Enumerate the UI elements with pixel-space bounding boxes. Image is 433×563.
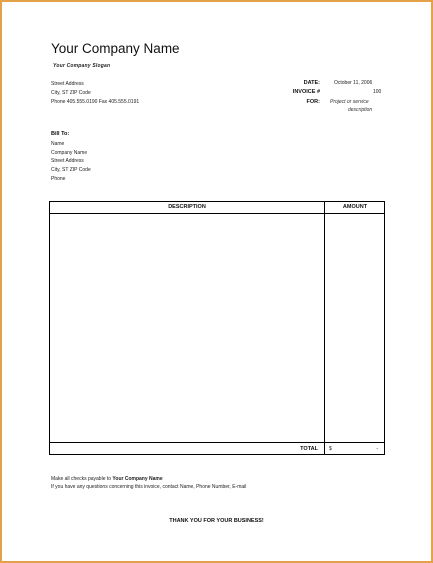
column-divider: [324, 202, 325, 454]
payable-note: [51, 476, 163, 482]
invoice-number-value: 100: [373, 89, 382, 95]
line-items-table: [49, 201, 385, 455]
for-value-line2: description: [348, 107, 373, 113]
payable-company: Your Company Name: [112, 476, 163, 482]
bill-to-city: City, ST ZIP Code: [51, 167, 91, 173]
table-header: [50, 202, 384, 214]
date-value: October 11, 2006: [334, 80, 373, 86]
thank-you-note: THANK YOU FOR YOUR BUSINESS!: [169, 518, 264, 524]
payable-prefix: Make all checks payable to: [51, 476, 113, 482]
total-currency: $: [329, 446, 332, 452]
total-row: [50, 442, 384, 455]
bill-to-company: Company Name: [51, 150, 88, 156]
bill-to-phone: Phone: [51, 176, 66, 182]
company-name: Your Company Name: [51, 41, 180, 56]
for-value-line1: Project or service: [330, 99, 369, 105]
phone-fax: Phone 405.555.0190 Fax 405.555.0191: [51, 99, 140, 105]
total-amount: -: [376, 446, 378, 452]
bill-to-heading: Bill To:: [51, 131, 70, 137]
questions-note: If you have any questions concerning this invoice, contact Name, Phone Number, E-mail: [51, 484, 247, 490]
date-label: DATE:: [303, 80, 320, 86]
invoice-number-label: INVOICE #: [292, 89, 320, 95]
for-label: FOR:: [306, 99, 320, 105]
company-slogan: Your Company Slogan: [53, 63, 111, 69]
bill-to-street: Street Address: [51, 158, 84, 164]
city-state-zip: City, ST ZIP Code: [51, 90, 91, 96]
amount-column-header: AMOUNT: [342, 204, 368, 210]
description-column-header: DESCRIPTION: [168, 204, 206, 210]
bill-to-name: Name: [51, 141, 65, 147]
total-label: TOTAL: [300, 446, 318, 452]
street-address: Street Address: [51, 81, 84, 87]
